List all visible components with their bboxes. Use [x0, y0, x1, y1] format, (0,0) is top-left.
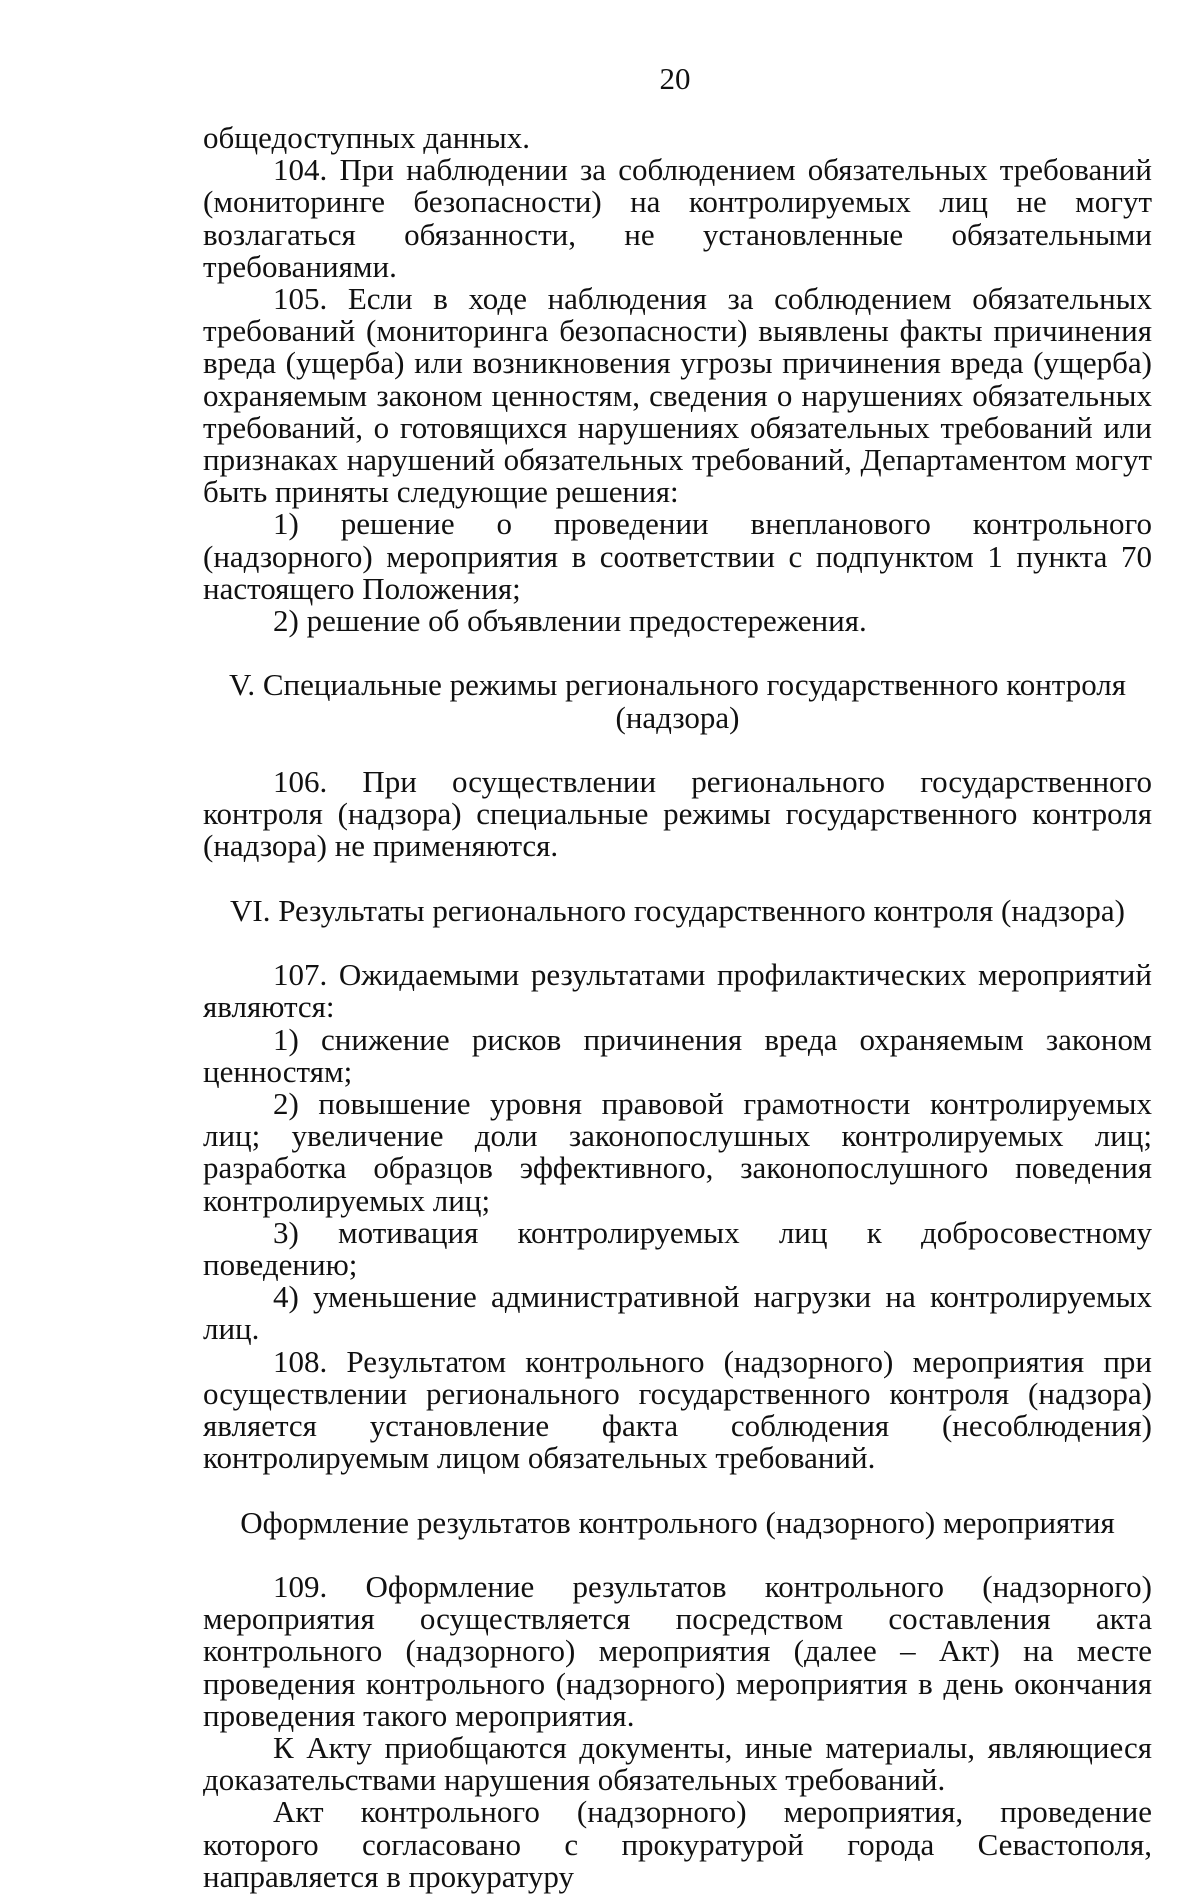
- spacer: [203, 1474, 1152, 1506]
- section-heading: VI. Результаты регионального государственного контроля (надзора): [229, 892, 1125, 928]
- paragraph: 1) снижение рисков причинения вреда охраняемым законом ценностям;: [203, 1021, 1152, 1089]
- spacer: [203, 734, 1152, 766]
- spacer: [203, 927, 1152, 959]
- section-heading: Оформление результатов контрольного (надзорного) мероприятия: [240, 1504, 1115, 1540]
- paragraph: 1) решение о проведении внепланового контрольного (надзорного) мероприятия в соответствии с подпунктом 1 пункта 70 настоящего Положения;: [203, 506, 1152, 606]
- paragraph: 2) решение об объявлении предостережения.: [273, 603, 867, 639]
- paragraph: 104. При наблюдении за соблюдением обязательных требований (мониторинге безопасности) на контролируемых лиц не могут возлагаться обязанности, не установленные обязательными требованиями.: [203, 152, 1152, 284]
- paragraph: 107. Ожидаемыми результатами профилактических мероприятий являются:: [203, 957, 1152, 1025]
- spacer: [203, 863, 1152, 895]
- paragraph: 109. Оформление результатов контрольного (надзорного) мероприятия осуществляется посредством составления акта контрольного (надзорного) мероприятия (далее – Акт) на месте проведения контрольного (надзорного) мероприятия в день окончания проведения такого мероприятия.: [203, 1569, 1152, 1733]
- paragraph: 3) мотивация контролируемых лиц к добросовестному поведению;: [203, 1214, 1152, 1283]
- page-number: 20: [659, 61, 691, 96]
- paragraph: 105. Если в ходе наблюдения за соблюдением обязательных требований (мониторинга безопасности) выявлены факты причинения вреда (ущерба) или возникновения угрозы причинения вреда (ущерба) охраняемым законом ценностям, сведения о нарушениях обязательных требований, о готовящихся нарушениях обязательных требований или признаках нарушений обязательных требований, Департаментом могут быть приняты следующие решения:: [203, 281, 1152, 510]
- paragraph: 4) уменьшение административной нагрузки на контролируемых лиц.: [203, 1279, 1152, 1347]
- paragraph: 106. При осуществлении регионального государственного контроля (надзора) специальные режимы государственного контроля (надзора) не применяются.: [203, 764, 1152, 864]
- paragraph: Акт контрольного (надзорного) мероприятия, проведение которого согласовано с прокуратурой города Севастополя, направляется в прокуратуру: [203, 1794, 1152, 1894]
- spacer: [203, 1539, 1152, 1571]
- spacer: [203, 637, 1152, 669]
- section-heading: V. Специальные режимы регионального государственного контроля (надзора): [228, 667, 1127, 735]
- document-body: [203, 122, 1152, 1893]
- paragraph: общедоступных данных.: [203, 120, 530, 155]
- paragraph: К Акту приобщаются документы, иные материалы, являющиеся доказательствами нарушения обязательных требований.: [203, 1730, 1152, 1798]
- paragraph: 2) повышение уровня правовой грамотности контролируемых лиц; увеличение доли законопослушных контролируемых лиц; разработка образцов эффективного, законопослушного поведения контролируемых лиц;: [203, 1086, 1152, 1218]
- paragraph: 108. Результатом контрольного (надзорного) мероприятия при осуществлении регионального государственного контроля (надзора) является установление факта соблюдения (несоблюдения) контролируемым лицом обязательных требований.: [203, 1343, 1152, 1476]
